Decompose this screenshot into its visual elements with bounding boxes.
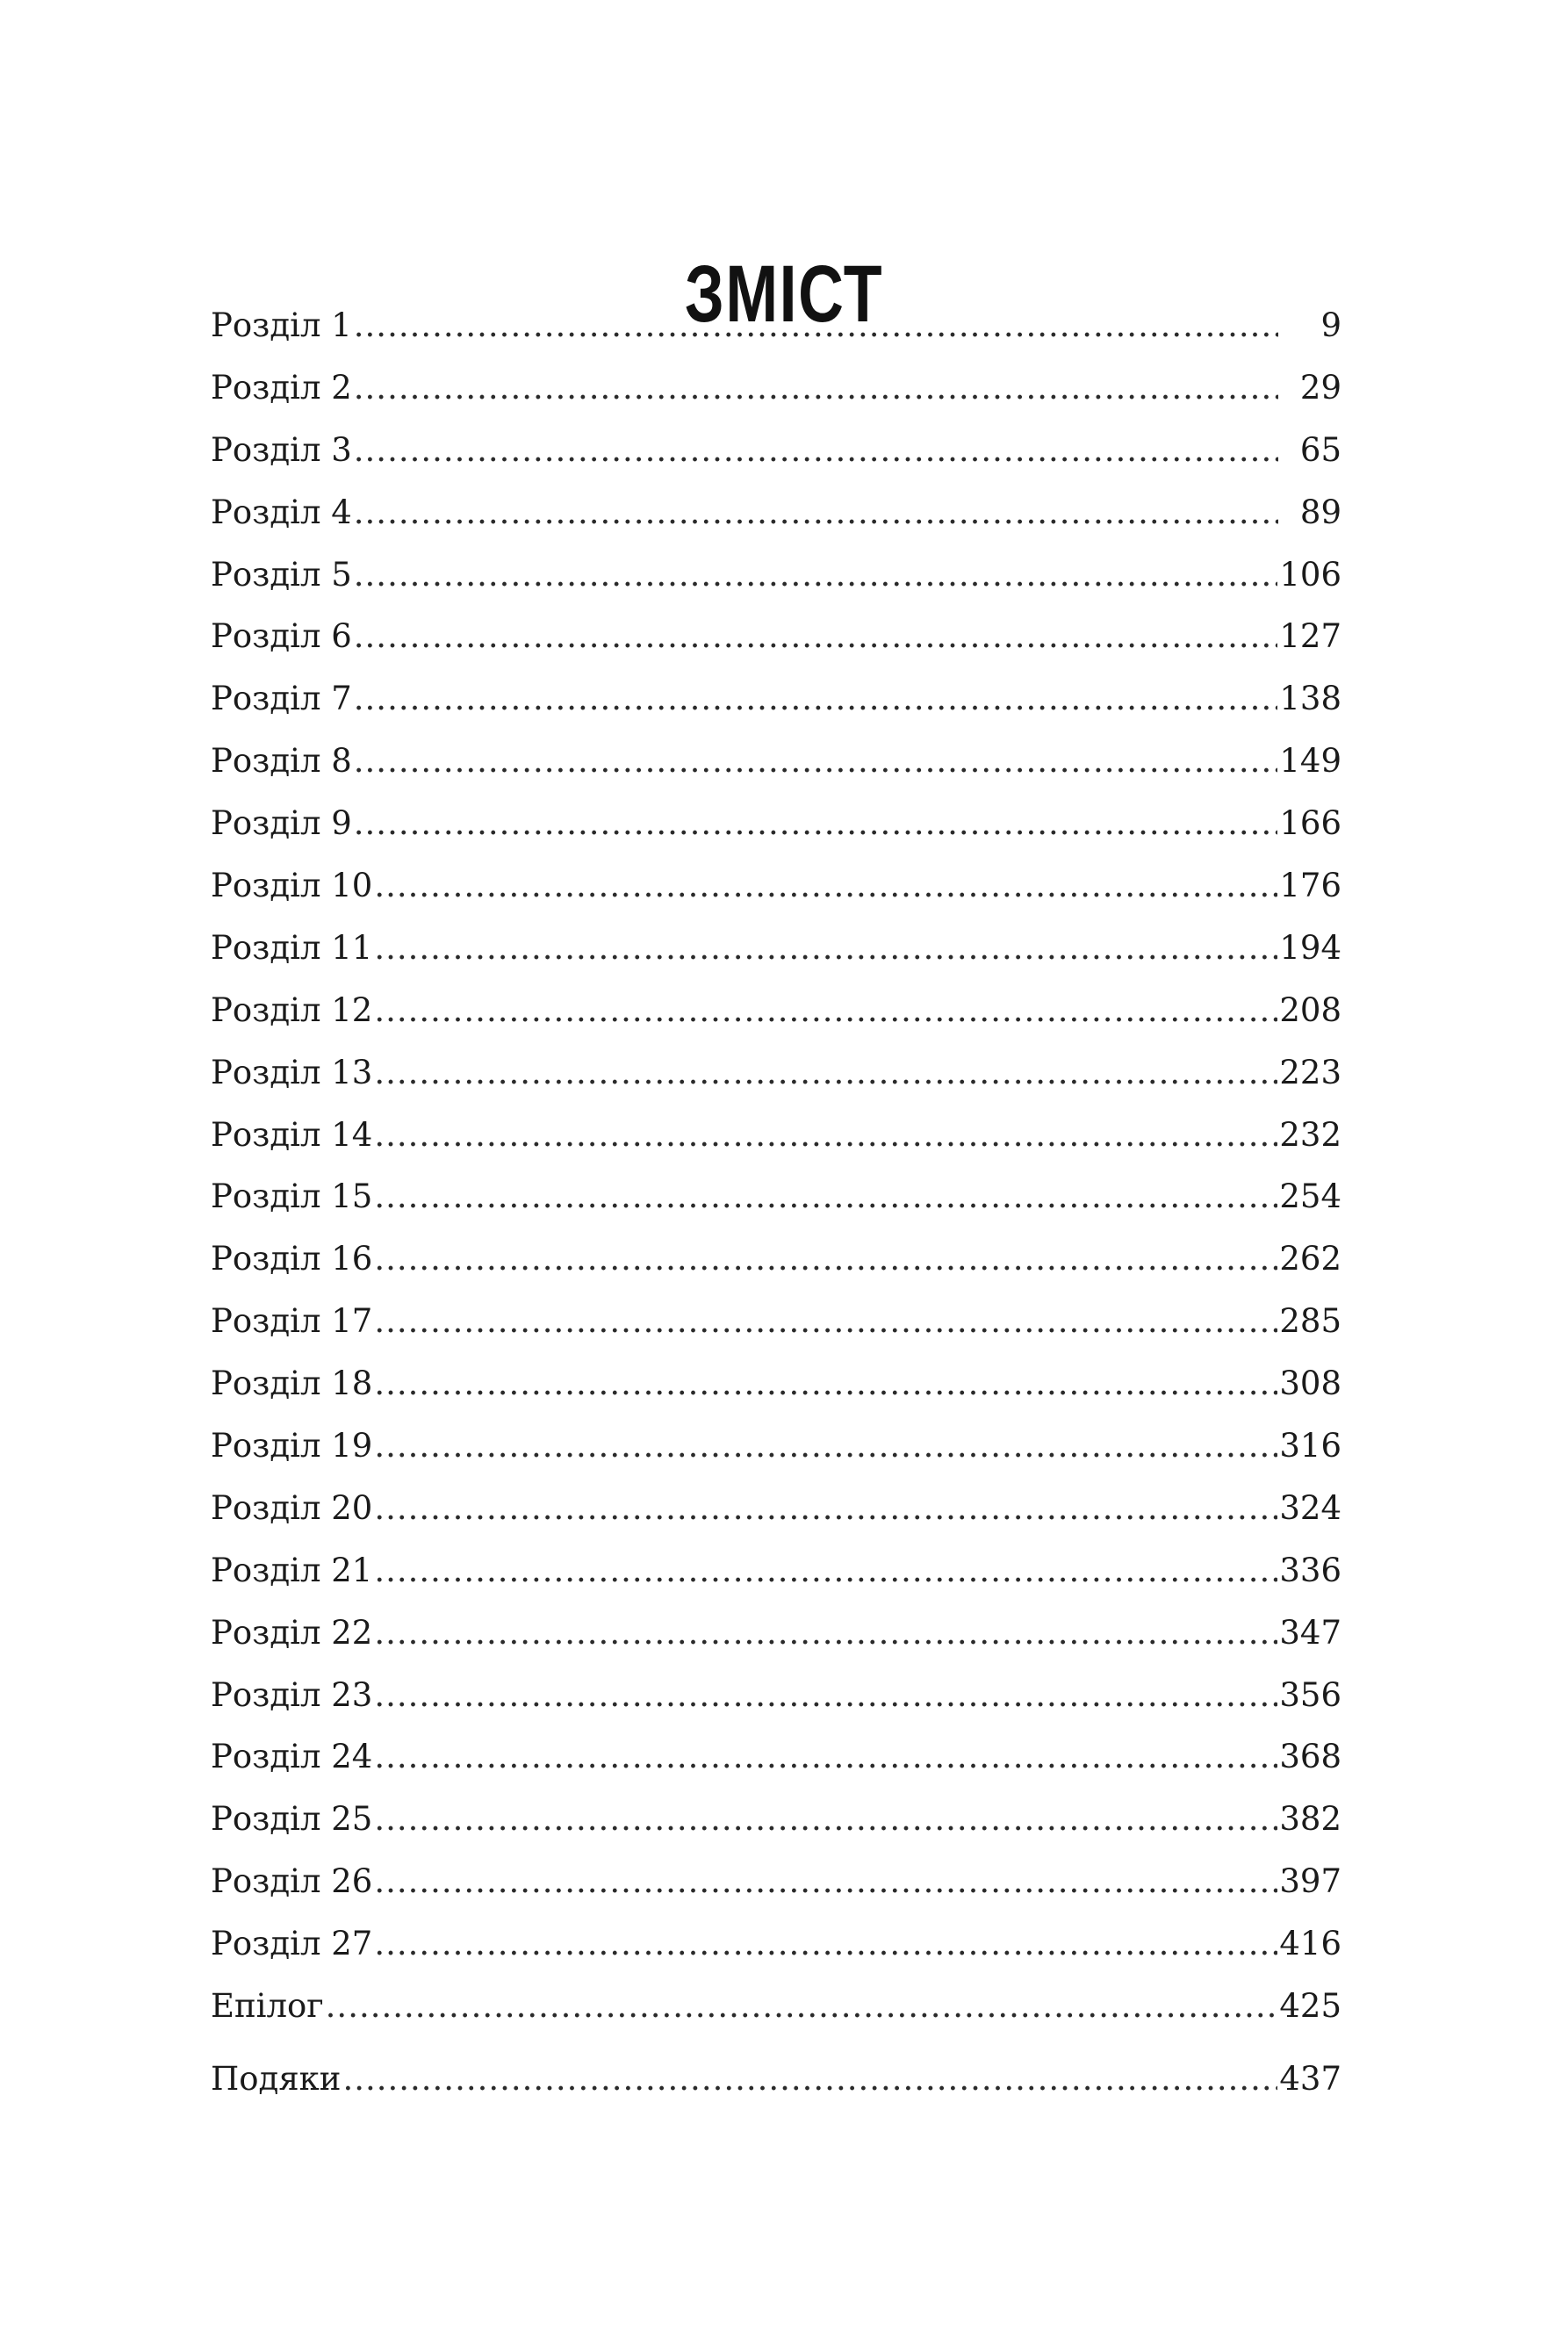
- dot-leader: [326, 1976, 1278, 2038]
- dot-leader: [374, 1789, 1277, 1851]
- toc-entry-label: Епілог: [211, 1987, 324, 2026]
- toc-entry-page: 316: [1279, 1427, 1341, 1465]
- toc-entry-page: 127: [1279, 617, 1341, 656]
- toc-entry-label: Розділ 27: [211, 1925, 373, 1963]
- toc-entry-page: 308: [1279, 1365, 1341, 1403]
- toc-entry: [211, 2049, 1341, 2111]
- dot-leader: [354, 793, 1278, 855]
- toc-entry-page: 324: [1279, 1488, 1341, 1527]
- toc-entry-page: 149: [1279, 742, 1341, 781]
- toc-entry: [211, 1913, 1341, 1976]
- toc-entry-page: 382: [1279, 1800, 1341, 1839]
- toc-entry: [211, 1166, 1341, 1228]
- toc-entry-label: Розділ 12: [211, 990, 373, 1029]
- toc-entry-label: Розділ 16: [211, 1240, 373, 1278]
- toc-entry-page: 232: [1279, 1115, 1341, 1154]
- table-of-contents: [211, 295, 1341, 2111]
- toc-entry-page: 347: [1279, 1613, 1341, 1652]
- toc-entry-page: 223: [1279, 1053, 1341, 1091]
- toc-entry: [211, 1976, 1341, 2038]
- dot-leader: [374, 1478, 1277, 1540]
- toc-entry: [211, 855, 1341, 918]
- toc-entry-label: Розділ 23: [211, 1675, 373, 1714]
- toc-entry: [211, 1415, 1341, 1478]
- dot-leader: [374, 1228, 1277, 1291]
- dot-leader: [354, 357, 1278, 420]
- toc-entry-page: 9: [1320, 306, 1341, 344]
- toc-entry: [211, 1540, 1341, 1602]
- toc-entry-page: 285: [1279, 1302, 1341, 1341]
- dot-leader: [374, 1042, 1277, 1105]
- toc-entry-label: Розділ 10: [211, 867, 373, 905]
- toc-entry: [211, 1789, 1341, 1851]
- toc-entry-page: 166: [1279, 804, 1341, 843]
- dot-leader: [374, 1851, 1277, 1913]
- toc-entry: [211, 1042, 1341, 1105]
- toc-entry-page: 254: [1279, 1177, 1341, 1216]
- toc-entry-page: 397: [1279, 1862, 1341, 1901]
- dot-leader: [374, 1415, 1277, 1478]
- dot-leader: [354, 544, 1278, 607]
- toc-entry-page: 425: [1279, 1987, 1341, 2026]
- toc-entry: [211, 1291, 1341, 1353]
- toc-entry: [211, 793, 1341, 855]
- toc-entry: [211, 1353, 1341, 1415]
- toc-entry-label: Розділ 21: [211, 1551, 373, 1589]
- toc-entry-label: Розділ 15: [211, 1177, 373, 1216]
- page-title: ЗМІСТ: [684, 248, 884, 339]
- dot-leader: [374, 980, 1277, 1042]
- dot-leader: [374, 1105, 1277, 1167]
- toc-entry: [211, 980, 1341, 1042]
- toc-entry-page: 106: [1279, 555, 1341, 594]
- toc-entry: [211, 1851, 1341, 1913]
- toc-entry-page: 29: [1299, 368, 1341, 407]
- toc-entry-page: 194: [1279, 928, 1341, 967]
- toc-entry-label: Розділ 20: [211, 1488, 373, 1527]
- toc-entry: [211, 295, 1341, 357]
- toc-entry-page: 208: [1279, 990, 1341, 1029]
- dot-leader: [374, 1602, 1277, 1665]
- dot-leader: [374, 1166, 1277, 1228]
- toc-entry-page: 262: [1279, 1240, 1341, 1278]
- toc-entry-page: 65: [1299, 430, 1341, 469]
- toc-entry-label: Розділ 9: [211, 804, 352, 843]
- dot-leader: [354, 482, 1278, 544]
- toc-entry-label: Розділ 17: [211, 1302, 373, 1341]
- toc-entry: [211, 1726, 1341, 1789]
- toc-entry-page: 176: [1279, 867, 1341, 905]
- toc-entry: [211, 606, 1341, 668]
- toc-entry-page: 356: [1279, 1675, 1341, 1714]
- toc-entry-label: Розділ 2: [211, 368, 352, 407]
- toc-entry: [211, 1602, 1341, 1665]
- toc-entry-label: Розділ 25: [211, 1800, 373, 1839]
- dot-leader: [374, 855, 1277, 918]
- toc-entry-label: Розділ 24: [211, 1738, 373, 1776]
- toc-entry: [211, 544, 1341, 607]
- dot-leader: [374, 1913, 1277, 1976]
- toc-entry-label: Розділ 19: [211, 1427, 373, 1465]
- toc-entry-page: 336: [1279, 1551, 1341, 1589]
- dot-leader: [354, 731, 1278, 793]
- toc-entry-label: Розділ 1: [211, 306, 352, 344]
- toc-entry-page: 138: [1279, 680, 1341, 718]
- toc-entry: [211, 668, 1341, 731]
- toc-entry: [211, 420, 1341, 482]
- dot-leader: [342, 2049, 1277, 2111]
- toc-entry-label: Розділ 13: [211, 1053, 373, 1091]
- toc-entry-label: Розділ 3: [211, 430, 352, 469]
- toc-entry-label: Розділ 4: [211, 493, 352, 531]
- toc-entry-label: Подяки: [211, 2059, 342, 2098]
- toc-entry: [211, 731, 1341, 793]
- toc-entry-label: Розділ 14: [211, 1115, 373, 1154]
- toc-entry: [211, 1105, 1341, 1167]
- dot-leader: [354, 606, 1278, 668]
- dot-leader: [374, 1540, 1277, 1602]
- dot-leader: [374, 1291, 1277, 1353]
- dot-leader: [374, 1726, 1277, 1789]
- toc-entry-label: Розділ 8: [211, 742, 352, 781]
- dot-leader: [374, 1353, 1277, 1415]
- toc-entry-label: Розділ 5: [211, 555, 352, 594]
- toc-entry: [211, 1228, 1341, 1291]
- toc-entry-label: Розділ 26: [211, 1862, 373, 1901]
- toc-entry-label: Розділ 18: [211, 1365, 373, 1403]
- dot-leader: [374, 918, 1277, 980]
- toc-entry: [211, 1478, 1341, 1540]
- toc-entry-page: 437: [1279, 2059, 1341, 2098]
- toc-entry: [211, 918, 1341, 980]
- dot-leader: [354, 295, 1278, 357]
- toc-entry-page: 368: [1279, 1738, 1341, 1776]
- toc-entry-label: Розділ 7: [211, 680, 352, 718]
- toc-entry-page: 89: [1299, 493, 1341, 531]
- toc-entry-label: Розділ 6: [211, 617, 352, 656]
- toc-entry: [211, 357, 1341, 420]
- toc-entry: [211, 482, 1341, 544]
- dot-leader: [354, 668, 1278, 731]
- toc-entry-label: Розділ 11: [211, 928, 373, 967]
- toc-entry-label: Розділ 22: [211, 1613, 373, 1652]
- dot-leader: [374, 1665, 1277, 1727]
- toc-entry-page: 416: [1279, 1925, 1341, 1963]
- toc-entry: [211, 1665, 1341, 1727]
- dot-leader: [354, 420, 1278, 482]
